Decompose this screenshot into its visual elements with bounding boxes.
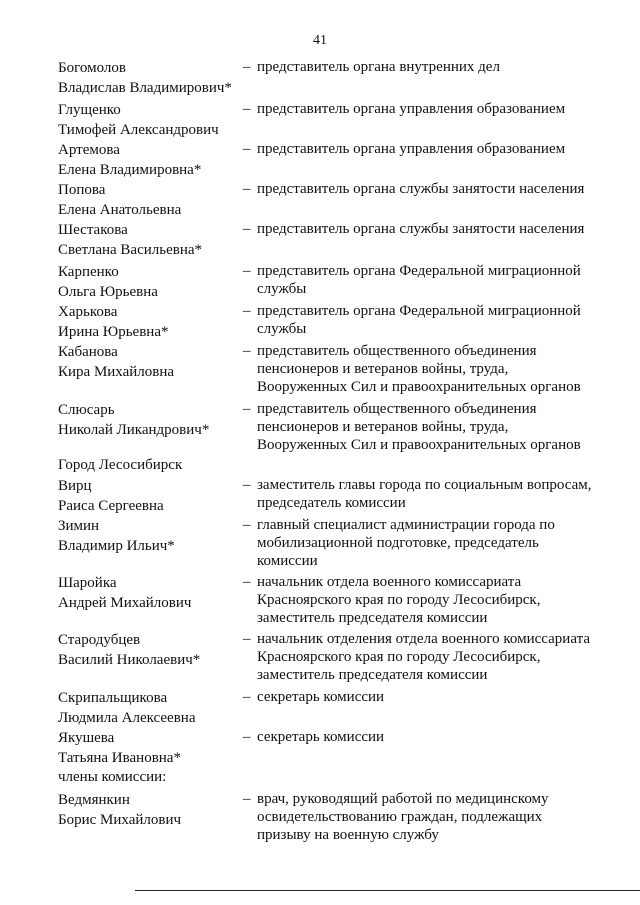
member-name — [58, 476, 238, 516]
role-line: – представитель органа внутренних дел — [243, 59, 500, 75]
dash-mark: – — [243, 631, 251, 647]
member-name — [58, 630, 238, 670]
member-role — [243, 262, 603, 298]
role-line: – секретарь комиссии — [243, 689, 385, 705]
member-role — [243, 573, 603, 627]
member-role — [243, 140, 603, 158]
role-line: – заместитель главы города по социальным вопросам, — [243, 477, 592, 493]
given-names: Елена Владимировна* — [58, 162, 202, 178]
member-name — [58, 180, 238, 220]
given-names: Ольга Юрьевна — [58, 284, 158, 300]
member-name — [58, 688, 238, 728]
role-line: – представитель органа Федеральной миграционной — [243, 303, 581, 319]
given-names: Борис Михайлович — [58, 812, 182, 828]
dash-mark: – — [243, 59, 251, 75]
member-role — [243, 630, 603, 684]
given-names: Татьяна Ивановна* — [58, 750, 181, 766]
dash-mark: – — [243, 343, 251, 359]
given-names: Тимофей Александрович — [58, 122, 219, 138]
role-line: – врач, руководящий работой по медицинскому — [243, 791, 549, 807]
role-line: – начальник отдела военного комиссариата — [243, 574, 522, 590]
surname: Глущенко — [58, 102, 121, 118]
role-line: – представитель органа службы занятости населения — [243, 221, 585, 237]
given-names: Владимир Ильич* — [58, 538, 175, 554]
role-line: – начальник отделения отдела военного комиссариата — [243, 631, 590, 647]
role-line: – представитель органа службы занятости населения — [243, 181, 585, 197]
member-name — [58, 58, 238, 98]
page-number: 41 — [313, 33, 327, 48]
role-line: – представитель органа управления образованием — [243, 141, 566, 157]
dash-mark: – — [243, 141, 251, 157]
member-role — [243, 790, 603, 844]
surname: Карпенко — [58, 264, 119, 280]
dash-mark: – — [243, 263, 251, 279]
member-name — [58, 262, 238, 302]
role-line: Вооруженных Сил и правоохранительных органов — [257, 379, 581, 395]
role-line: пенсионеров и ветеранов войны, труда, — [257, 419, 509, 435]
role-line: – представитель органа Федеральной миграционной — [243, 263, 581, 279]
role-line: Красноярского края по городу Лесосибирск, — [257, 649, 541, 665]
role-line: – главный специалист администрации города по — [243, 517, 555, 533]
member-name — [58, 516, 238, 556]
given-names: Раиса Сергеевна — [58, 498, 164, 514]
role-line: службы — [257, 281, 307, 297]
given-names: Кира Михайловна — [58, 364, 175, 380]
role-line: мобилизационной подготовке, председатель — [257, 535, 539, 551]
member-role — [243, 342, 603, 396]
surname: Зимин — [58, 518, 100, 534]
member-name — [58, 790, 238, 830]
member-name — [58, 140, 238, 180]
member-name — [58, 220, 238, 260]
surname: Шестакова — [58, 222, 128, 238]
dash-mark: – — [243, 181, 251, 197]
dash-mark: – — [243, 791, 251, 807]
surname: Кабанова — [58, 344, 118, 360]
given-names: Светлана Васильевна* — [58, 242, 203, 258]
member-role — [243, 220, 603, 238]
surname: Харькова — [58, 304, 118, 320]
role-line: – секретарь комиссии — [243, 729, 385, 745]
role-line: Вооруженных Сил и правоохранительных органов — [257, 437, 581, 453]
given-names: Владислав Владимирович* — [58, 80, 232, 96]
member-role — [243, 58, 603, 76]
surname: Ведмянкин — [58, 792, 130, 808]
role-line: освидетельствованию граждан, подлежащих — [257, 809, 543, 825]
dash-mark: – — [243, 303, 251, 319]
footer-rule — [135, 890, 640, 891]
given-names: Василий Николаевич* — [58, 652, 201, 668]
member-name — [58, 342, 238, 382]
surname: Скрипальщикова — [58, 690, 168, 706]
role-line: председатель комиссии — [257, 495, 406, 511]
member-name — [58, 400, 238, 440]
surname: Стародубцев — [58, 632, 141, 648]
dash-mark: – — [243, 221, 251, 237]
surname: Богомолов — [58, 60, 126, 76]
role-line: – представитель органа управления образованием — [243, 101, 566, 117]
member-role — [243, 400, 603, 454]
role-line: Красноярского края по городу Лесосибирск, — [257, 592, 541, 608]
member-name — [58, 100, 238, 140]
dash-mark: – — [243, 101, 251, 117]
surname: Слюсарь — [58, 402, 115, 418]
role-line: пенсионеров и ветеранов войны, труда, — [257, 361, 509, 377]
member-role — [243, 476, 603, 512]
role-line: призыву на военную службу — [257, 827, 439, 843]
members-heading: члены комиссии: — [58, 769, 167, 785]
dash-mark: – — [243, 689, 251, 705]
surname: Артемова — [58, 142, 120, 158]
dash-mark: – — [243, 729, 251, 745]
dash-mark: – — [243, 574, 251, 590]
given-names: Николай Ликандрович* — [58, 422, 210, 438]
given-names: Ирина Юрьевна* — [58, 324, 169, 340]
role-line: – представитель общественного объединения — [243, 343, 537, 359]
surname: Попова — [58, 182, 106, 198]
dash-mark: – — [243, 401, 251, 417]
surname: Якушева — [58, 730, 115, 746]
role-line: службы — [257, 321, 307, 337]
member-role — [243, 688, 603, 706]
surname: Шаройка — [58, 575, 117, 591]
role-line: заместитель председателя комиссии — [257, 610, 488, 626]
role-line: комиссии — [257, 553, 318, 569]
member-name — [58, 573, 238, 613]
member-role — [243, 100, 603, 118]
member-name — [58, 728, 238, 768]
member-role — [243, 302, 603, 338]
dash-mark: – — [243, 477, 251, 493]
dash-mark: – — [243, 517, 251, 533]
given-names: Людмила Алексеевна — [58, 710, 196, 726]
given-names: Андрей Михайлович — [58, 595, 192, 611]
given-names: Елена Анатольевна — [58, 202, 182, 218]
member-name — [58, 302, 238, 342]
member-role — [243, 516, 603, 570]
role-line: заместитель председателя комиссии — [257, 667, 488, 683]
surname: Вирц — [58, 478, 92, 494]
member-role — [243, 728, 603, 746]
member-role — [243, 180, 603, 198]
city-heading: Город Лесосибирск — [58, 457, 183, 473]
role-line: – представитель общественного объединения — [243, 401, 537, 417]
